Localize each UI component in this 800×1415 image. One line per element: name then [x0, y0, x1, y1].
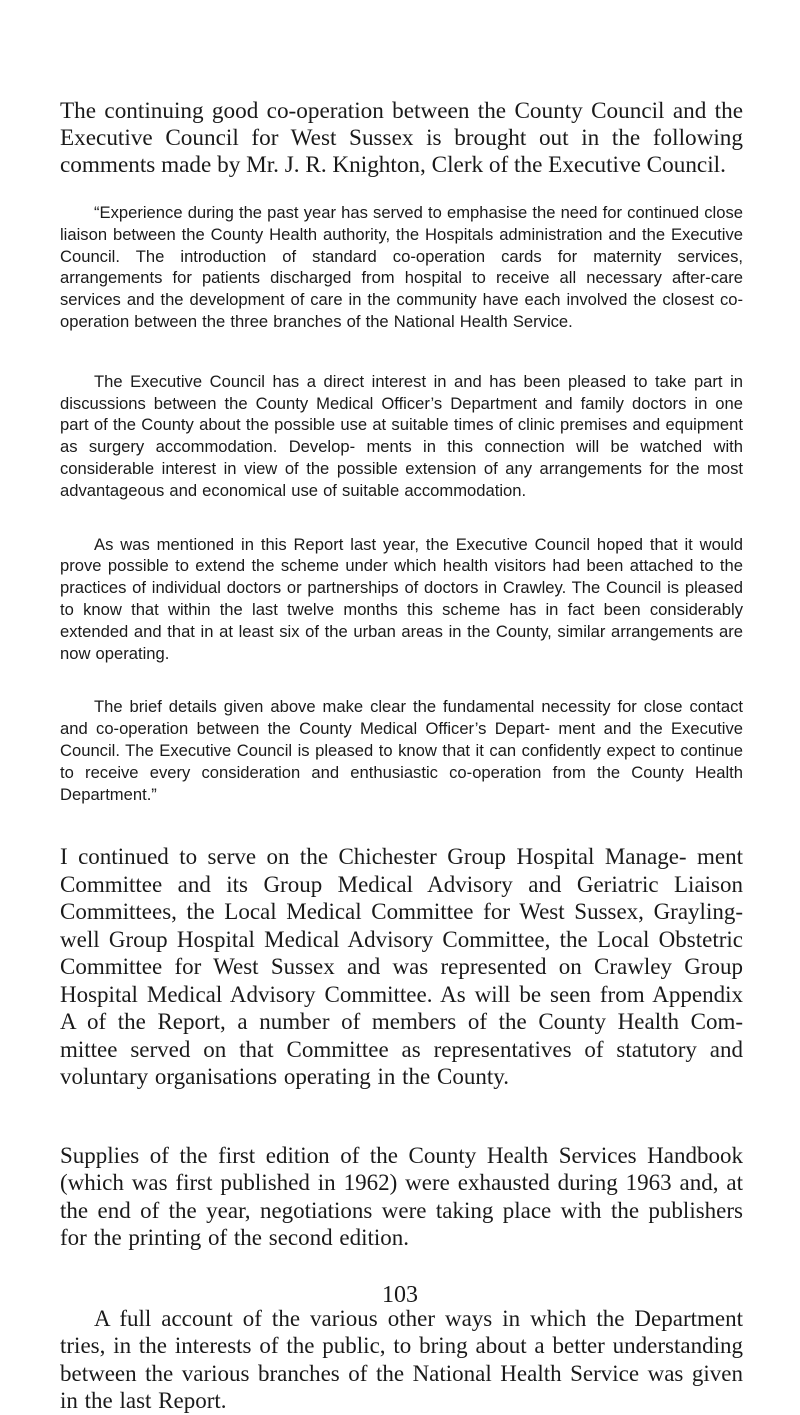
page-body — [60, 98, 743, 1415]
committees-paragraph: I continued to serve on the Chichester Group Hospital Manage- ment Committee and its Group Medical Advisory and Geriatric Liaison Committees, the Local Medical Committee for West Sussex, Grayling- well Group Hospital Medical Advisory Committee, the Local Obstetric Committee for West Sussex and was represented on Crawley Group Hospital Medical Advisory Committee. As will be seen from Appendix A of the Report, a number of members of the County Health Com- mittee served on that Committee as representatives of statutory and voluntary organisations operating in the County. — [60, 844, 743, 1090]
quoted-paragraph-brief-details: The brief details given above make clear the fundamental necessity for close contact and co-operation between the County Medical Officer’s Depart- ment and the Executive Council. The Executive Council is pleased to know that it can confidently expect to continue to receive every consideration and enthusiastic co-operation from the County Health Department.” — [60, 697, 743, 804]
full-account-paragraph: A full account of the various other ways in which the Department tries, in the interests of the public, to bring about a better understanding between the various branches of the National Health Service was given in the last Report. — [60, 1305, 743, 1414]
quoted-paragraph-direct-interest: The Executive Council has a direct interest in and has been pleased to take part in discussions between the County Medical Officer’s Department and family doctors in one part of the County about the possible use at suitable times of clinic premises and equipment as surgery accommodation. Develop- ments in this connection will be watched with considerable interest in view of the possible extension of any arrangements for the most advantageous and economical use of suitable accommodation. — [60, 371, 743, 500]
quoted-paragraph-health-visitors: As was mentioned in this Report last year, the Executive Council hoped that it would prove possible to extend the scheme under which health visitors had been attached to the practices of individual doctors or partnerships of doctors in Crawley. The Council is pleased to know that within the last twelve months this scheme has in fact been considerably extended and that in at least six of the urban areas in the County, similar arrangements are now operating. — [60, 534, 743, 663]
intro-paragraph: The continuing good co-operation between the County Council and the Executive Council for West Sussex is brought out in the following comments made by Mr. J. R. Knighton, Clerk of the Executive Council. — [60, 98, 743, 178]
page-number: 103 — [382, 1282, 418, 1308]
handbook-paragraph: Supplies of the first edition of the County Health Services Handbook (which was first published in 1962) were exhausted during 1963 and, at the end of the year, negotiations were taking place with the publishers for the printing of the second edition. — [60, 1142, 743, 1251]
quoted-paragraph-experience: “Experience during the past year has served to emphasise the need for continued close liaison between the County Health authority, the Hospitals administration and the Executive Council. The introduction of standard co-operation cards for maternity services, arrangements for patients discharged from hospital to receive all necessary after-care services and the development of care in the community have each involved the closest co-operation between the three branches of the National Health Service. — [60, 203, 743, 331]
